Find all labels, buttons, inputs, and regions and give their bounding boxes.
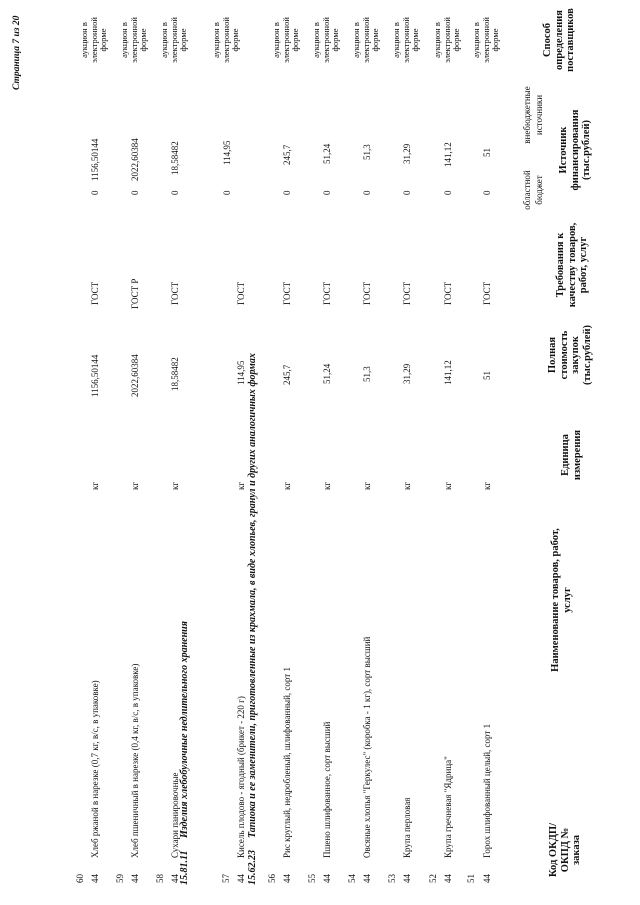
- num-cell: 51: [466, 874, 476, 883]
- method-cell: аукцион в электронной форме: [311, 17, 340, 63]
- extra-cell: 1156,50144: [90, 138, 100, 181]
- num-cell: 59: [115, 874, 125, 883]
- section-title: Тапиока и ее заменители, приготовленные из крахмала, в виде хлопьев, гранул и других аналогичных формах: [247, 353, 258, 838]
- obl-cell: 0: [130, 190, 140, 195]
- name-cell: Хлеб ржаной в нарезке (0,7 кг, в/с, в упаковке): [90, 680, 100, 858]
- code-cell: 44: [236, 874, 246, 883]
- header-fin-title: Источник финансирования (тыс.рублей): [558, 109, 592, 191]
- cost-cell: 18,58482: [170, 357, 180, 391]
- extra-cell: 245,7: [282, 144, 292, 165]
- unit-cell: кг: [402, 481, 412, 490]
- code-cell: 44: [130, 874, 140, 883]
- code-cell: 44: [170, 874, 180, 883]
- name-cell: Сухари панировочные: [170, 772, 180, 858]
- obl-cell: 0: [322, 190, 332, 195]
- method-cell: аукцион в электронной форме: [351, 17, 380, 63]
- method-cell: аукцион в электронной форме: [211, 17, 240, 63]
- name-cell: Хлеб пшеничный в нарезке (0,4 кг, в/с, в упаковке): [130, 663, 140, 858]
- header-code: Код ОКДП/ ОКПД № заказа: [548, 822, 582, 878]
- extra-cell: 51: [482, 148, 492, 157]
- code-cell: 44: [362, 874, 372, 883]
- num-cell: 60: [75, 874, 85, 883]
- num-cell: 53: [387, 874, 397, 883]
- method-cell: аукцион в электронной форме: [471, 17, 500, 63]
- method-cell: аукцион в электронной форме: [391, 17, 420, 63]
- num-cell: 56: [267, 874, 277, 883]
- header-method: Способ определения поставщиков: [542, 8, 576, 72]
- page-number: Страница 7 из 20: [12, 15, 22, 90]
- unit-cell: кг: [443, 481, 453, 490]
- extra-cell: 51,24: [322, 143, 332, 164]
- name-cell: Овсяные хлопья "Геркулес" (коробка - 1 кг), сорт высший: [362, 636, 372, 858]
- extra-cell: 31,29: [402, 143, 412, 164]
- name-cell: Рис круглый, недробленый, шлифованный, сорт 1: [282, 667, 292, 858]
- header-unit: Единица измерения: [560, 429, 583, 481]
- name-cell: Крупа перловая: [402, 797, 412, 858]
- unit-cell: кг: [282, 481, 292, 490]
- num-cell: 55: [307, 874, 317, 883]
- req-cell: ГОСТ: [443, 281, 453, 305]
- obl-cell: 0: [90, 190, 100, 195]
- cost-cell: 1156,50144: [90, 354, 100, 397]
- req-cell: ГОСТ: [282, 281, 292, 305]
- method-cell: аукцион в электронной форме: [159, 17, 188, 63]
- req-cell: ГОСТ: [236, 281, 246, 305]
- extra-cell: 114,95: [222, 140, 232, 165]
- cost-cell: 245,7: [282, 364, 292, 385]
- req-cell: ГОСТ Р: [130, 278, 140, 309]
- header-req: Требования к качеству товаров, работ, услуг: [555, 222, 589, 308]
- req-cell: ГОСТ: [322, 281, 332, 305]
- num-cell: 57: [221, 874, 231, 883]
- code-cell: 44: [443, 874, 453, 883]
- code-cell: 44: [322, 874, 332, 883]
- header-fin-obl: областной бюджет: [522, 170, 544, 210]
- unit-cell: кг: [130, 481, 140, 490]
- method-cell: аукцион в электронной форме: [271, 17, 300, 63]
- cost-cell: 2022,60384: [130, 354, 140, 397]
- num-cell: 54: [347, 874, 357, 883]
- method-cell: аукцион в электронной форме: [79, 17, 108, 63]
- code-cell: 44: [90, 874, 100, 883]
- obl-cell: 0: [482, 190, 492, 195]
- unit-cell: кг: [90, 481, 100, 490]
- code-cell: 44: [482, 874, 492, 883]
- name-cell: Пшено шлифованное, сорт высший: [322, 721, 332, 858]
- code-cell: 44: [402, 874, 412, 883]
- unit-cell: кг: [482, 481, 492, 490]
- extra-cell: 141,12: [443, 142, 453, 167]
- req-cell: ГОСТ: [402, 281, 412, 305]
- req-cell: ГОСТ: [482, 281, 492, 305]
- extra-cell: 51,3: [362, 144, 372, 160]
- obl-cell: 0: [170, 190, 180, 195]
- extra-cell: 2022,60384: [130, 138, 140, 181]
- unit-cell: кг: [236, 481, 246, 490]
- unit-cell: кг: [170, 481, 180, 490]
- section-title: Изделия хлебобулочные недлительного хранения: [179, 621, 190, 838]
- cost-cell: 51,24: [322, 363, 332, 384]
- req-cell: ГОСТ: [362, 281, 372, 305]
- section-code: 15.62.23: [247, 850, 258, 885]
- header-cost: Полная стоимость закупок (тыс.рублей): [547, 324, 593, 386]
- cost-cell: 31,29: [402, 363, 412, 384]
- num-cell: 58: [155, 874, 165, 883]
- cost-cell: 114,95: [236, 360, 246, 385]
- cost-cell: 51: [482, 371, 492, 380]
- obl-cell: 0: [282, 190, 292, 195]
- obl-cell: 0: [222, 190, 232, 195]
- name-cell: Кисель плодово - ягодный (брикет - 220 г): [236, 696, 246, 858]
- obl-cell: 0: [402, 190, 412, 195]
- unit-cell: кг: [322, 481, 332, 490]
- extra-cell: 18,58482: [170, 141, 180, 175]
- name-cell: Горох шлифованный целый, сорт 1: [482, 723, 492, 858]
- req-cell: ГОСТ: [90, 281, 100, 305]
- unit-cell: кг: [362, 481, 372, 490]
- section-code: 15.81.11: [179, 850, 190, 885]
- code-cell: 44: [282, 874, 292, 883]
- method-cell: аукцион в электронной форме: [432, 17, 461, 63]
- name-cell: Крупа гречневая "Ядрица": [443, 756, 453, 858]
- header-fin-extra: внебюджетные источники: [522, 86, 544, 144]
- num-cell: 52: [428, 874, 438, 883]
- header-name: Наименование товаров, работ, услуг: [550, 528, 573, 672]
- cost-cell: 51,3: [362, 366, 372, 382]
- method-cell: аукцион в электронной форме: [119, 17, 148, 63]
- obl-cell: 0: [443, 190, 453, 195]
- req-cell: ГОСТ: [170, 281, 180, 305]
- obl-cell: 0: [362, 190, 372, 195]
- cost-cell: 141,12: [443, 360, 453, 385]
